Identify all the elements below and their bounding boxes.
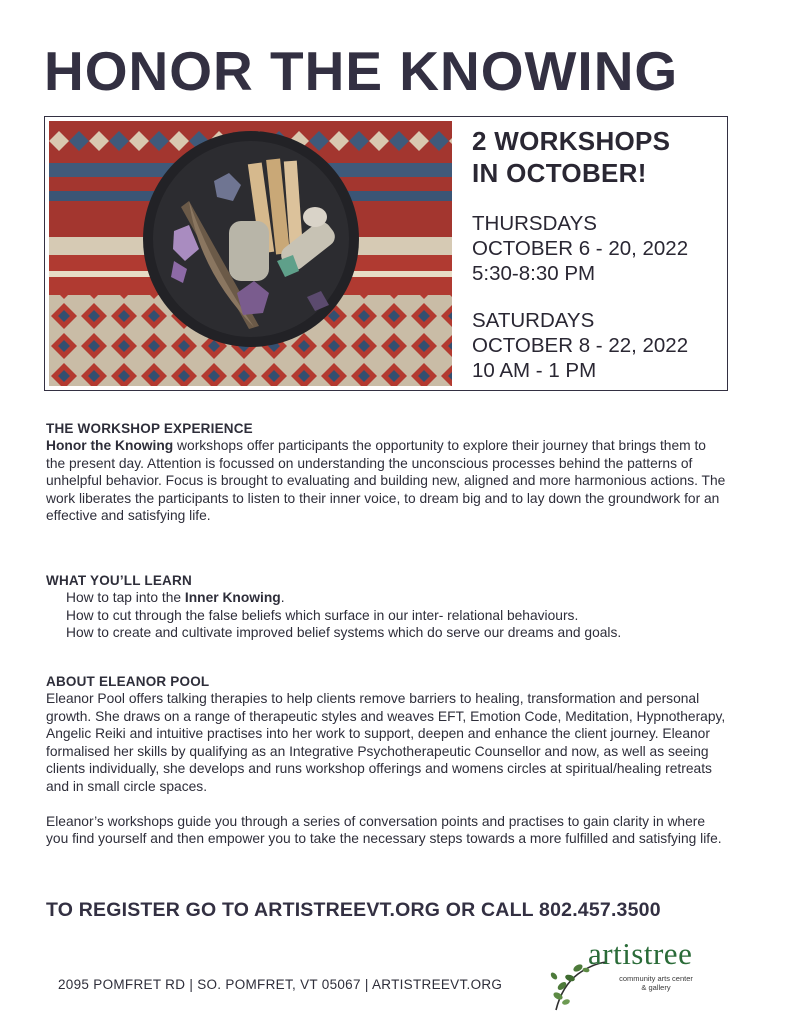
hero-photo [49,121,452,386]
learn-list [46,589,726,642]
workshop-experience-section [46,420,726,525]
list-item: How to cut through the false beliefs which surface in our inter- relational behaviours. [66,607,579,623]
headline-line-1: 2 WORKSHOPS [472,126,671,156]
list-item [66,589,726,607]
experience-lead: Honor the Knowing [46,438,174,453]
artistree-logo [548,936,718,1010]
experience-paragraph [46,437,726,525]
learn-item-1-end: . [280,590,285,605]
logo-tagline-line-1: community arts center [619,974,693,983]
thursdays-block [472,211,722,286]
list-item: How to create and cultivate improved belief systems which do serve our dreams and goals. [66,625,622,641]
learn-item-1-bold: Inner Knowing [184,590,281,605]
section-heading: THE WORKSHOP EXPERIENCE [46,421,253,436]
saturdays-block [472,308,722,383]
about-paragraph-1: Eleanor Pool offers talking therapies to help clients remove barriers to healing, transformation and personal growth. She draws on a range of therapeutic styles and weaves EFT, Emotion Code, Meditation, Hypnotherapy, Angelic Reiki and intuitive practises into her work to support, deepen and enhance the client journey. Eleanor formalised her skills by qualifying as an Integrative Psychotherapeutic Counsellor and now, as well as seeing clients individually, she develops and runs workshop offerings and womens circles at spiritual/healing retreats and in small circle spaces. [46,691,726,794]
schedule-headline [472,125,722,189]
thursdays-time: 5:30-8:30 PM [472,262,596,285]
thursdays-dates: OCTOBER 6 - 20, 2022 [472,237,689,260]
learn-item-1-text: How to tap into the [66,590,185,605]
headline-line-2: IN OCTOBER! [472,158,647,188]
logo-tagline [606,974,706,992]
page-title: HONOR THE KNOWING [44,40,679,102]
saturdays-dates: OCTOBER 8 - 22, 2022 [472,334,689,357]
experience-body: workshops offer participants the opportunity to explore their journey that brings them to the present day. Attention is focussed on understanding the unconscious processes behind the patterns of unhelpful behavior. Focus is brought to evaluating and building new, aligned and more harmonious actions. The work liberates the participants to listen to their inner voice, to dream big and to lay down the groundwork for an effective and satisfying life. [46,438,726,524]
logo-tagline-line-2: & gallery [641,983,671,992]
schedule-panel [472,125,722,383]
section-heading: WHAT YOU’LL LEARN [46,573,192,588]
hero-box [44,116,728,391]
saturdays-day: SATURDAYS [472,309,595,332]
register-call-to-action: TO REGISTER GO TO ARTISTREEVT.ORG OR CALL 802.457.3500 [46,899,661,921]
what-you-learn-section [46,572,726,642]
saturdays-time: 10 AM - 1 PM [472,359,597,382]
footer-address: 2095 POMFRET RD | SO. POMFRET, VT 05067 | ARTISTREEVT.ORG [58,977,503,992]
about-section [46,673,726,848]
section-heading: ABOUT ELEANOR POOL [46,674,210,689]
about-paragraph-2: Eleanor’s workshops guide you through a series of conversation points and practises to gain clarity in where you find yourself and then empower you to take the necessary steps towards a more fulfilled and satisfying life. [46,813,722,847]
logo-wordmark: artistree [588,936,693,971]
thursdays-day: THURSDAYS [472,212,597,235]
